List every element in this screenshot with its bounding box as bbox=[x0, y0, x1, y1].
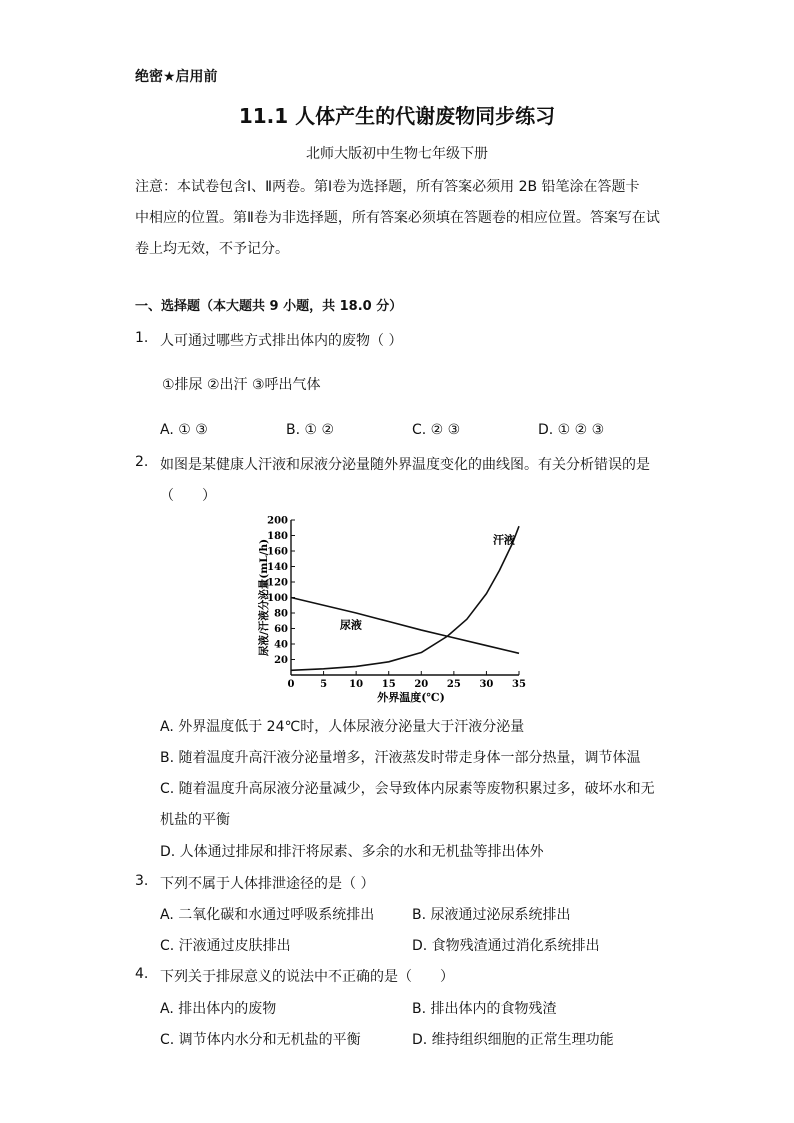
x-tick-label: 25 bbox=[446, 679, 461, 690]
option-b[interactable]: B. 随着温度升高汗液分泌量增多，汗液蒸发时带走身体一部分热量，调节体温 bbox=[160, 750, 641, 766]
y-tick-label: 60 bbox=[274, 624, 288, 635]
y-tick-label: 140 bbox=[267, 562, 288, 573]
y-tick-label: 100 bbox=[267, 593, 288, 604]
option-a[interactable]: A. 二氧化碳和水通过呼吸系统排出 bbox=[160, 907, 375, 923]
x-tick-label: 35 bbox=[512, 679, 526, 690]
x-tick-label: 30 bbox=[479, 679, 494, 690]
option-a[interactable]: A. 外界温度低于 24℃时，人体尿液分泌量大于汗液分泌量 bbox=[160, 719, 525, 735]
series-line-urine bbox=[291, 598, 519, 654]
x-tick-label: 20 bbox=[414, 679, 429, 690]
option-d[interactable]: D. 维持组织细胞的正常生理功能 bbox=[412, 1032, 614, 1048]
y-tick-label: 180 bbox=[267, 531, 288, 542]
question-items: ①排尿 ②出汗 ③呼出气体 bbox=[162, 377, 321, 393]
notice-line: 中相应的位置。第Ⅱ卷为非选择题，所有答案必须填在答题卷的相应位置。答案写在试 bbox=[135, 210, 660, 226]
option-b[interactable]: B. 尿液通过泌尿系统排出 bbox=[412, 907, 571, 923]
series-label-sweat: 汗液 bbox=[492, 533, 515, 547]
option-d[interactable]: D. ① ② ③ bbox=[538, 422, 605, 438]
x-tick-label: 0 bbox=[287, 679, 295, 690]
y-tick-label: 120 bbox=[267, 577, 288, 589]
option-c[interactable]: C. 随着温度升高尿液分泌量减少，会导致体内尿素等废物积累过多，破坏水和无 bbox=[160, 781, 655, 797]
question-number: 4. bbox=[135, 966, 149, 982]
question-number: 2. bbox=[135, 454, 149, 470]
option-c[interactable]: C. 汗液通过皮肤排出 bbox=[160, 938, 291, 954]
y-tick-label: 80 bbox=[274, 608, 288, 620]
y-tick-label: 200 bbox=[267, 515, 288, 527]
notice-line: 卷上均无效，不予记分。 bbox=[135, 241, 289, 257]
y-tick-label: 20 bbox=[274, 655, 288, 666]
question-stem: 下列关于排尿意义的说法中不正确的是（ ） bbox=[160, 969, 454, 985]
option-b[interactable]: B. 排出体内的食物残渣 bbox=[412, 1001, 557, 1017]
page-subtitle: 北师大版初中生物七年级下册 bbox=[306, 146, 488, 162]
line-chart bbox=[255, 508, 535, 708]
secret-label: 绝密★启用前 bbox=[135, 69, 218, 85]
y-tick-label: 160 bbox=[267, 546, 288, 558]
notice bbox=[135, 172, 665, 265]
option-b[interactable]: B. ① ② bbox=[286, 422, 335, 438]
x-tick-label: 5 bbox=[320, 679, 328, 690]
y-axis-label: 尿液/汗液分泌量(mL/h) bbox=[258, 538, 270, 657]
option-c[interactable]: C. ② ③ bbox=[412, 422, 461, 438]
page-title: 11.1 人体产生的代谢废物同步练习 bbox=[238, 104, 556, 128]
option-d[interactable]: D. 人体通过排尿和排汗将尿素、多余的水和无机盐等排出体外 bbox=[160, 844, 544, 860]
x-axis-label: 外界温度(℃) bbox=[377, 691, 445, 704]
option-c[interactable]: C. 调节体内水分和无机盐的平衡 bbox=[160, 1032, 361, 1048]
question-stem-cont: （ ） bbox=[160, 488, 216, 504]
question-number: 1. bbox=[135, 330, 149, 346]
series-label-urine: 尿液 bbox=[339, 618, 362, 632]
option-a[interactable]: A. ① ③ bbox=[160, 422, 208, 438]
y-tick-label: 40 bbox=[274, 639, 288, 651]
option-d[interactable]: D. 食物残渣通过消化系统排出 bbox=[412, 938, 600, 954]
x-tick-label: 15 bbox=[381, 679, 396, 690]
question-stem: 下列不属于人体排泄途径的是（ ） bbox=[160, 876, 375, 892]
x-tick-label: 10 bbox=[349, 679, 364, 690]
option-a[interactable]: A. 排出体内的废物 bbox=[160, 1001, 277, 1017]
option-c-cont: 机盐的平衡 bbox=[160, 812, 230, 828]
series-line-sweat bbox=[291, 526, 519, 670]
question-stem: 人可通过哪些方式排出体内的废物（ ） bbox=[160, 333, 403, 349]
question-stem: 如图是某健康人汗液和尿液分泌量随外界温度变化的曲线图。有关分析错误的是 bbox=[160, 457, 650, 473]
notice-line: 注意：本试卷包含Ⅰ、Ⅱ两卷。第Ⅰ卷为选择题，所有答案必须用 2B 铅笔涂在答题卡 bbox=[135, 179, 640, 195]
section-title: 一、选择题（本大题共 9 小题，共 18.0 分） bbox=[135, 299, 403, 314]
question-number: 3. bbox=[135, 873, 149, 889]
